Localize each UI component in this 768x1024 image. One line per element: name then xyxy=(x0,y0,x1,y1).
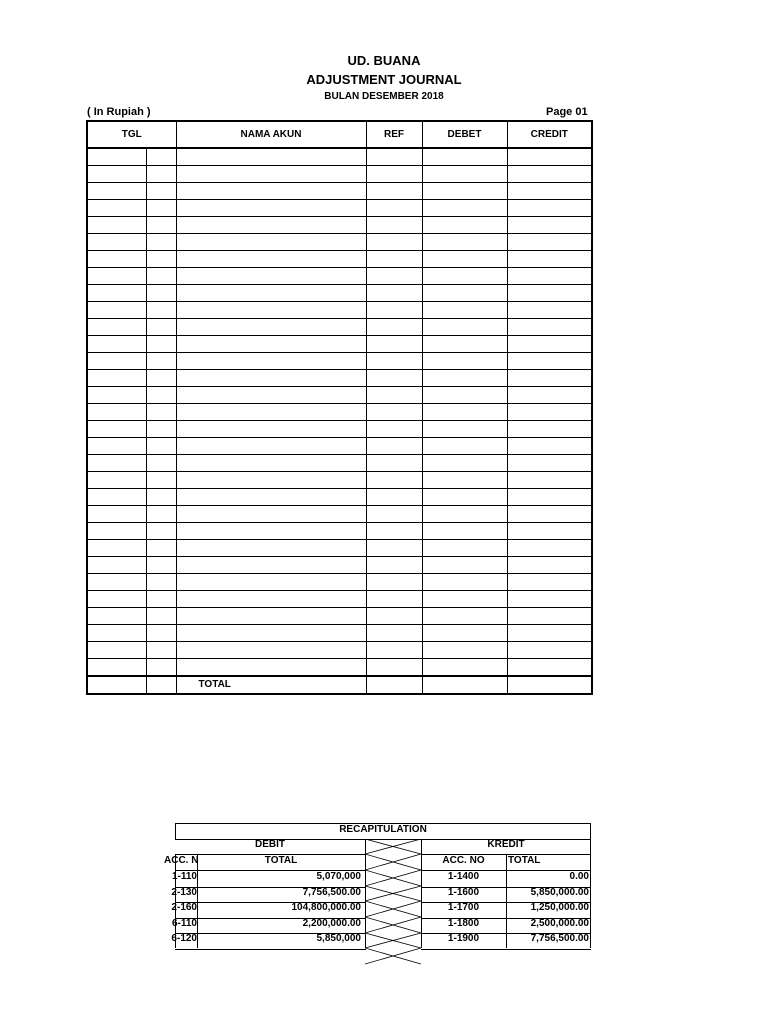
journal-cell xyxy=(176,523,366,540)
kredit-total-header: TOTAL xyxy=(508,855,541,866)
journal-cell xyxy=(146,234,176,251)
journal-cell xyxy=(507,387,592,404)
journal-cell xyxy=(176,200,366,217)
journal-cell xyxy=(422,625,507,642)
journal-cell xyxy=(87,404,146,421)
kredit-total-cell: 2,500,000.00 xyxy=(530,917,589,929)
journal-cell xyxy=(176,217,366,234)
journal-cell xyxy=(507,285,592,302)
journal-cell xyxy=(507,370,592,387)
debit-acc-cell: 2-130 xyxy=(171,886,197,898)
journal-row xyxy=(87,438,592,455)
journal-cell xyxy=(366,625,422,642)
journal-cell xyxy=(87,455,146,472)
journal-cell xyxy=(366,421,422,438)
journal-cell xyxy=(176,489,366,506)
journal-cell xyxy=(87,557,146,574)
journal-cell xyxy=(87,625,146,642)
journal-cell xyxy=(176,183,366,200)
journal-cell xyxy=(507,557,592,574)
journal-cell xyxy=(176,642,366,659)
debit-total-cell: 104,800,000.00 xyxy=(291,902,361,914)
journal-cell xyxy=(366,506,422,523)
journal-cell xyxy=(366,302,422,319)
journal-row xyxy=(87,387,592,404)
journal-cell xyxy=(507,268,592,285)
journal-cell xyxy=(366,642,422,659)
journal-cell xyxy=(422,506,507,523)
journal-cell xyxy=(366,557,422,574)
journal-row xyxy=(87,166,592,183)
journal-cell xyxy=(146,438,176,455)
journal-cell xyxy=(176,472,366,489)
journal-cell xyxy=(87,438,146,455)
journal-cell xyxy=(146,472,176,489)
journal-row xyxy=(87,183,592,200)
journal-row xyxy=(87,557,592,574)
journal-cell xyxy=(176,404,366,421)
journal-table xyxy=(86,120,593,695)
journal-cell xyxy=(507,540,592,557)
period-label: BULAN DESEMBER 2018 xyxy=(324,91,444,102)
kredit-total-cell: 0.00 xyxy=(569,871,589,882)
journal-row xyxy=(87,642,592,659)
journal-cell xyxy=(507,353,592,370)
journal-cell xyxy=(87,166,146,183)
journal-cell xyxy=(507,302,592,319)
col-header-debet: DEBET xyxy=(422,121,507,148)
journal-total-row xyxy=(87,676,592,694)
journal-cell xyxy=(87,268,146,285)
journal-cell xyxy=(176,166,366,183)
journal-row xyxy=(87,574,592,591)
journal-cell xyxy=(422,591,507,608)
journal-cell xyxy=(366,285,422,302)
journal-cell xyxy=(507,574,592,591)
journal-cell xyxy=(87,285,146,302)
journal-cell xyxy=(176,557,366,574)
journal-cell xyxy=(146,659,176,677)
journal-cell xyxy=(422,217,507,234)
kredit-total-cell: 5,850,000.00 xyxy=(530,886,589,898)
journal-row xyxy=(87,591,592,608)
journal-row xyxy=(87,370,592,387)
total-label: TOTAL xyxy=(176,676,366,694)
currency-unit: ( In Rupiah ) xyxy=(87,106,151,118)
journal-cell xyxy=(176,574,366,591)
journal-row xyxy=(87,540,592,557)
journal-cell xyxy=(422,472,507,489)
journal-cell xyxy=(146,625,176,642)
debit-acc-cell: 6-110 xyxy=(171,917,197,929)
journal-cell xyxy=(146,404,176,421)
journal-row xyxy=(87,268,592,285)
journal-cell xyxy=(422,285,507,302)
journal-cell xyxy=(176,421,366,438)
journal-cell xyxy=(146,148,176,166)
journal-cell xyxy=(422,574,507,591)
journal-cell xyxy=(146,421,176,438)
journal-cell xyxy=(507,608,592,625)
journal-cell xyxy=(507,217,592,234)
journal-cell xyxy=(507,404,592,421)
journal-cell xyxy=(146,251,176,268)
journal-total-cell xyxy=(366,676,422,694)
col-header-tgl: TGL xyxy=(87,121,176,148)
journal-cell xyxy=(87,642,146,659)
journal-cell xyxy=(87,387,146,404)
journal-cell xyxy=(422,540,507,557)
journal-total-cell xyxy=(87,676,146,694)
journal-cell xyxy=(366,370,422,387)
journal-cell xyxy=(422,421,507,438)
journal-cell xyxy=(146,166,176,183)
journal-cell xyxy=(146,608,176,625)
journal-cell xyxy=(366,217,422,234)
journal-cell xyxy=(146,489,176,506)
journal-row xyxy=(87,302,592,319)
journal-cell xyxy=(87,608,146,625)
journal-cell xyxy=(146,506,176,523)
debit-total-header: TOTAL xyxy=(264,855,298,866)
journal-cell xyxy=(507,251,592,268)
company-name: UD. BUANA xyxy=(347,53,421,68)
journal-cell xyxy=(176,591,366,608)
journal-cell xyxy=(507,234,592,251)
journal-cell xyxy=(87,659,146,677)
journal-cell xyxy=(176,540,366,557)
journal-cell xyxy=(422,183,507,200)
journal-cell xyxy=(422,557,507,574)
recap-kredit-label: KREDIT xyxy=(487,839,525,850)
journal-cell xyxy=(146,591,176,608)
recap-debit-label: DEBIT xyxy=(255,839,285,850)
journal-cell xyxy=(366,489,422,506)
journal-cell xyxy=(176,336,366,353)
journal-cell xyxy=(146,353,176,370)
journal-cell xyxy=(176,234,366,251)
kredit-acc-cell: 1-1600 xyxy=(447,886,480,898)
recapitulation-section xyxy=(164,823,591,968)
journal-cell xyxy=(146,523,176,540)
journal-row xyxy=(87,353,592,370)
journal-cell xyxy=(87,319,146,336)
journal-cell xyxy=(366,200,422,217)
journal-row xyxy=(87,659,592,677)
journal-cell xyxy=(146,302,176,319)
journal-cell xyxy=(87,302,146,319)
debit-acc-cell: 6-120 xyxy=(171,933,197,945)
journal-cell xyxy=(422,251,507,268)
journal-row xyxy=(87,148,592,166)
journal-cell xyxy=(146,268,176,285)
debit-total-cell: 5,070,000 xyxy=(316,871,361,882)
recap-title: RECAPITULATION xyxy=(339,824,427,835)
journal-cell xyxy=(507,642,592,659)
recap-row-line xyxy=(175,949,366,950)
journal-cell xyxy=(507,523,592,540)
journal-cell xyxy=(176,319,366,336)
journal-row xyxy=(87,285,592,302)
journal-total-cell xyxy=(146,676,176,694)
kredit-total-cell: 7,756,500.00 xyxy=(530,933,589,945)
debit-total-cell: 5,850,000 xyxy=(316,933,361,945)
journal-header-row xyxy=(87,121,592,148)
journal-row xyxy=(87,319,592,336)
journal-cell xyxy=(146,370,176,387)
journal-cell xyxy=(87,217,146,234)
kredit-acc-header: ACC. NO xyxy=(442,855,485,866)
journal-cell xyxy=(366,251,422,268)
journal-cell xyxy=(87,336,146,353)
journal-cell xyxy=(422,148,507,166)
journal-cell xyxy=(366,353,422,370)
journal-cell xyxy=(87,574,146,591)
journal-cell xyxy=(366,268,422,285)
journal-cell xyxy=(366,659,422,677)
journal-cell xyxy=(422,234,507,251)
journal-cell xyxy=(87,489,146,506)
journal-cell xyxy=(146,557,176,574)
journal-cell xyxy=(146,336,176,353)
journal-cell xyxy=(87,234,146,251)
journal-cell xyxy=(366,387,422,404)
col-header-ref: REF xyxy=(366,121,422,148)
journal-cell xyxy=(87,148,146,166)
journal-row xyxy=(87,421,592,438)
document-title: ADJUSTMENT JOURNAL xyxy=(306,72,462,87)
journal-cell xyxy=(146,183,176,200)
journal-cell xyxy=(422,370,507,387)
journal-cell xyxy=(366,404,422,421)
journal-cell xyxy=(176,625,366,642)
journal-cell xyxy=(422,336,507,353)
col-header-nama-akun: NAMA AKUN xyxy=(176,121,366,148)
journal-cell xyxy=(366,540,422,557)
journal-cell xyxy=(507,183,592,200)
journal-cell xyxy=(366,319,422,336)
journal-cell xyxy=(422,455,507,472)
journal-cell xyxy=(87,506,146,523)
journal-row xyxy=(87,608,592,625)
journal-cell xyxy=(422,608,507,625)
journal-total-cell xyxy=(507,676,592,694)
journal-row xyxy=(87,404,592,421)
journal-cell xyxy=(146,217,176,234)
kredit-acc-cell: 1-1900 xyxy=(447,933,480,945)
journal-cell xyxy=(87,472,146,489)
journal-cell xyxy=(87,183,146,200)
journal-cell xyxy=(87,200,146,217)
journal-cell xyxy=(507,319,592,336)
journal-cell xyxy=(176,268,366,285)
journal-cell xyxy=(422,319,507,336)
journal-cell xyxy=(507,455,592,472)
journal-cell xyxy=(146,319,176,336)
journal-cell xyxy=(422,404,507,421)
journal-cell xyxy=(366,234,422,251)
journal-cell xyxy=(422,302,507,319)
journal-cell xyxy=(87,421,146,438)
journal-cell xyxy=(146,455,176,472)
journal-row xyxy=(87,455,592,472)
journal-cell xyxy=(366,148,422,166)
journal-cell xyxy=(422,353,507,370)
journal-cell xyxy=(87,353,146,370)
journal-cell xyxy=(507,421,592,438)
journal-cell xyxy=(87,591,146,608)
journal-cell xyxy=(422,659,507,677)
journal-cell xyxy=(366,523,422,540)
journal-row xyxy=(87,523,592,540)
journal-cell xyxy=(87,370,146,387)
journal-cell xyxy=(176,659,366,677)
journal-row xyxy=(87,217,592,234)
journal-cell xyxy=(146,285,176,302)
journal-row xyxy=(87,234,592,251)
journal-cell xyxy=(176,370,366,387)
journal-cell xyxy=(507,200,592,217)
journal-cell xyxy=(176,285,366,302)
journal-cell xyxy=(366,336,422,353)
col-header-credit: CREDIT xyxy=(507,121,592,148)
journal-cell xyxy=(507,148,592,166)
journal-cell xyxy=(507,166,592,183)
journal-cell xyxy=(422,523,507,540)
journal-cell xyxy=(422,387,507,404)
journal-cell xyxy=(176,455,366,472)
journal-cell xyxy=(422,268,507,285)
debit-acc-cell: 2-160 xyxy=(171,902,197,914)
kredit-acc-cell: 1-1800 xyxy=(447,917,480,929)
journal-cell xyxy=(366,455,422,472)
journal-cell xyxy=(146,540,176,557)
kredit-total-cell: 1,250,000.00 xyxy=(530,902,589,914)
journal-row xyxy=(87,489,592,506)
journal-cell xyxy=(176,353,366,370)
journal-cell xyxy=(176,251,366,268)
journal-cell xyxy=(507,625,592,642)
kredit-acc-cell: 1-1400 xyxy=(447,871,480,882)
kredit-acc-cell: 1-1700 xyxy=(447,902,480,914)
journal-cell xyxy=(176,302,366,319)
journal-total-cell xyxy=(422,676,507,694)
journal-cell xyxy=(366,472,422,489)
journal-cell xyxy=(507,336,592,353)
journal-cell xyxy=(176,438,366,455)
journal-row xyxy=(87,251,592,268)
journal-cell xyxy=(146,574,176,591)
journal-cell xyxy=(422,489,507,506)
journal-cell xyxy=(366,574,422,591)
crossed-out-divider-icon xyxy=(365,839,423,965)
journal-row xyxy=(87,200,592,217)
debit-total-cell: 2,200,000.00 xyxy=(302,917,361,929)
journal-cell xyxy=(176,148,366,166)
journal-cell xyxy=(366,608,422,625)
journal-cell xyxy=(366,183,422,200)
journal-cell xyxy=(87,540,146,557)
journal-cell xyxy=(176,387,366,404)
recap-row-line xyxy=(421,949,591,950)
journal-cell xyxy=(146,200,176,217)
journal-row xyxy=(87,472,592,489)
journal-row xyxy=(87,336,592,353)
journal-cell xyxy=(366,438,422,455)
journal-cell xyxy=(176,506,366,523)
journal-row xyxy=(87,506,592,523)
journal-cell xyxy=(366,591,422,608)
journal-cell xyxy=(507,591,592,608)
journal-cell xyxy=(422,166,507,183)
journal-cell xyxy=(507,489,592,506)
page-number: Page 01 xyxy=(546,106,588,118)
journal-cell xyxy=(507,438,592,455)
journal-cell xyxy=(507,659,592,677)
journal-cell xyxy=(176,608,366,625)
journal-cell xyxy=(87,523,146,540)
journal-cell xyxy=(146,642,176,659)
journal-row xyxy=(87,625,592,642)
debit-total-cell: 7,756,500.00 xyxy=(302,886,361,898)
journal-cell xyxy=(366,166,422,183)
journal-cell xyxy=(507,472,592,489)
journal-cell xyxy=(146,387,176,404)
journal-cell xyxy=(422,642,507,659)
journal-cell xyxy=(87,251,146,268)
journal-cell xyxy=(507,506,592,523)
journal-cell xyxy=(422,438,507,455)
debit-acc-cell: 1-110 xyxy=(171,871,197,882)
journal-cell xyxy=(422,200,507,217)
debit-acc-header: ACC. N xyxy=(164,855,199,866)
